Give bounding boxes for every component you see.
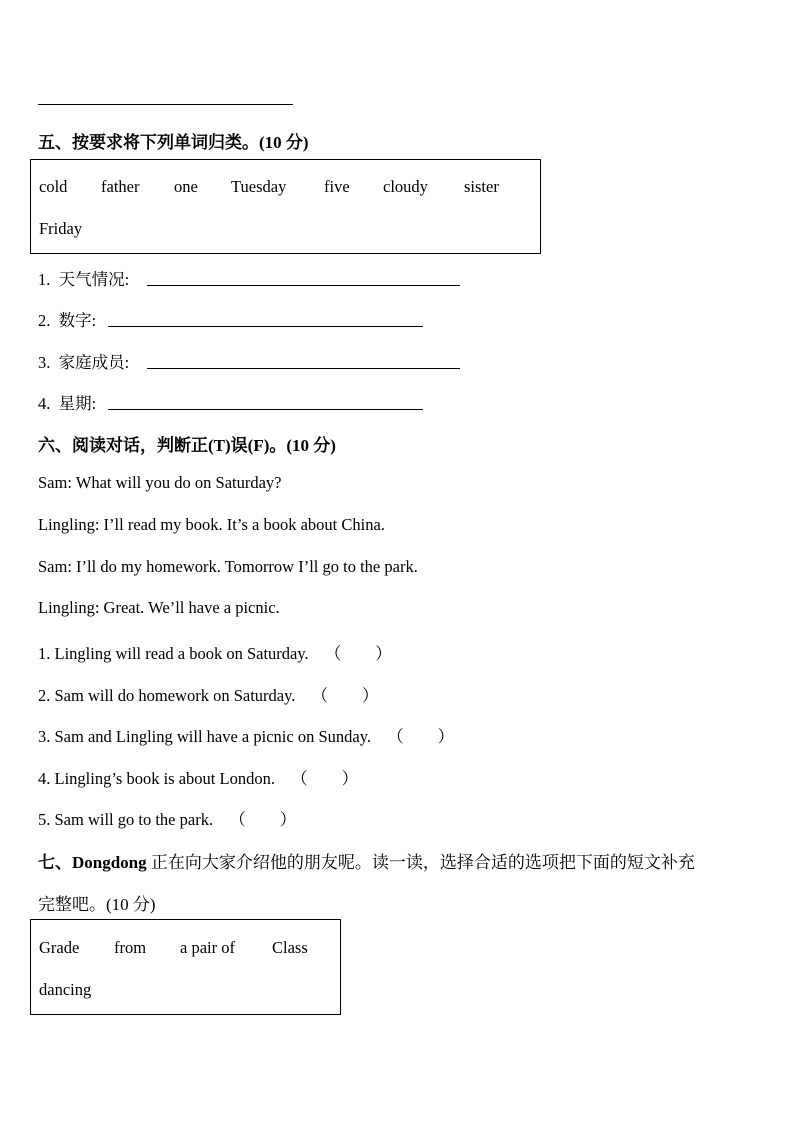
word-bank-box-5 — [30, 159, 541, 254]
question-text: 1. Lingling will read a book on Saturday. — [38, 644, 309, 663]
answer-bracket[interactable]: （ ） — [229, 810, 297, 829]
answer-blank[interactable] — [147, 285, 460, 286]
section-7-heading-text: 正在向大家介绍他的朋友呢。读一读，选择合适的选项把下面的短文补充 — [146, 853, 695, 872]
word-bank-item: Class — [272, 938, 308, 957]
answer-bracket[interactable]: （ ） — [291, 769, 359, 788]
word-bank-item: Tuesday — [231, 177, 287, 196]
word-bank-box-7 — [30, 919, 341, 1015]
word-bank-item: Friday — [39, 219, 83, 238]
item-label: 天气情况: — [58, 270, 130, 289]
answer-blank[interactable] — [108, 409, 423, 410]
section-7-heading-bold: 七、Dongdong — [38, 853, 147, 872]
word-bank-item: father — [101, 177, 140, 196]
answer-bracket[interactable]: （ ） — [324, 644, 392, 663]
dialogue-line: Lingling: Great. We’ll have a picnic. — [38, 598, 280, 617]
answer-bracket[interactable]: （ ） — [311, 686, 379, 705]
word-bank-item: a pair of — [180, 938, 235, 957]
judgement-question — [38, 806, 296, 830]
word-bank-item: cloudy — [383, 177, 428, 196]
item-number: 1. — [38, 270, 51, 289]
item-label: 星期: — [58, 394, 97, 413]
item-number: 4. — [38, 394, 51, 413]
section-7-heading — [38, 848, 695, 873]
item-number: 2. — [38, 311, 51, 330]
classify-item — [38, 390, 96, 414]
section-6-heading: 六、阅读对话，判断正(T)误(F)。(10 分) — [38, 436, 336, 455]
item-label: 家庭成员: — [58, 353, 130, 372]
question-text: 4. Lingling’s book is about London. — [38, 769, 275, 788]
dialogue-line: Sam: What will you do on Saturday? — [38, 473, 282, 492]
word-bank-item: sister — [464, 177, 499, 196]
word-bank-item: dancing — [39, 980, 92, 999]
dialogue-line: Lingling: I’ll read my book. It’s a book about China. — [38, 515, 385, 534]
word-bank-item: one — [174, 177, 198, 196]
judgement-question — [38, 765, 358, 789]
answer-blank[interactable] — [108, 326, 423, 327]
judgement-question — [38, 640, 392, 664]
question-text: 3. Sam and Lingling will have a picnic on Sunday. — [38, 727, 371, 746]
word-bank-item: Grade — [39, 938, 80, 957]
word-bank-item: cold — [39, 177, 68, 196]
word-bank-item: five — [324, 177, 350, 196]
judgement-question — [38, 682, 379, 706]
question-text: 2. Sam will do homework on Saturday. — [38, 686, 296, 705]
classify-item — [38, 349, 129, 373]
answer-bracket[interactable]: （ ） — [387, 727, 455, 746]
word-bank-item: from — [114, 938, 147, 957]
section-5-heading: 五、按要求将下列单词归类。(10 分) — [38, 133, 309, 152]
answer-line-top — [38, 104, 293, 105]
item-label: 数字: — [58, 311, 97, 330]
classify-item — [38, 266, 129, 290]
item-number: 3. — [38, 353, 51, 372]
answer-blank[interactable] — [147, 368, 460, 369]
section-7-heading-line2: 完整吧。(10 分) — [38, 895, 156, 914]
question-text: 5. Sam will go to the park. — [38, 810, 214, 829]
classify-item — [38, 307, 96, 331]
judgement-question — [38, 723, 454, 747]
dialogue-line: Sam: I’ll do my homework. Tomorrow I’ll go to the park. — [38, 557, 418, 576]
